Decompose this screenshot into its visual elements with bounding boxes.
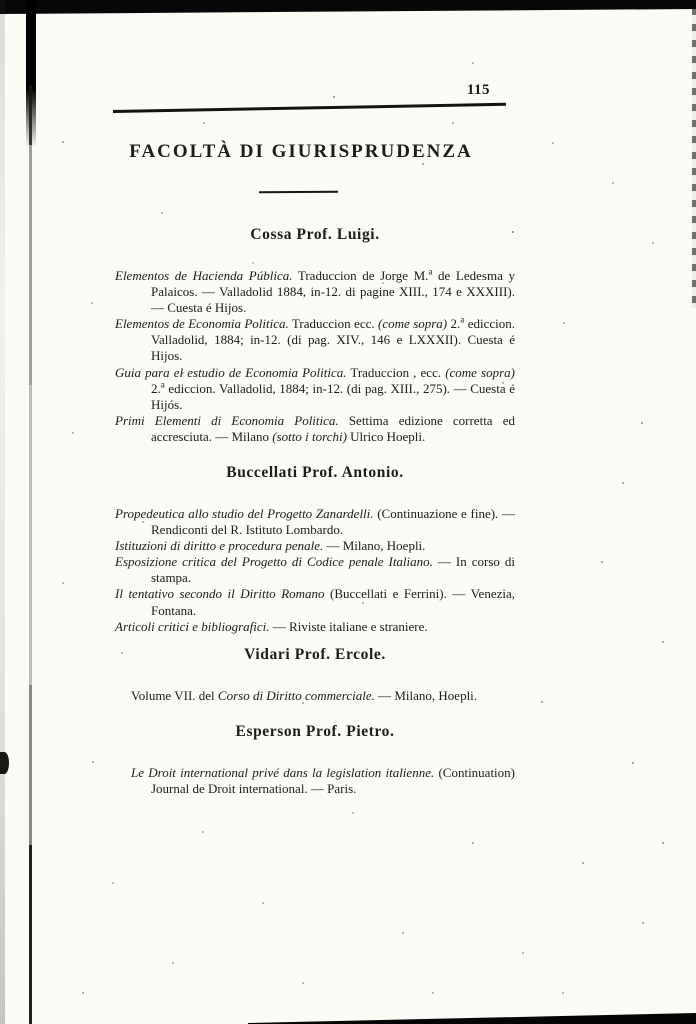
bibliography-entries [115, 506, 515, 635]
bibliography-entry [131, 688, 515, 704]
header-rule [113, 103, 506, 113]
entry-text: 2. [151, 380, 161, 396]
entry-text: de Ledesma y Palaicos. — Valladolid 1884, in-12. di pagine XIII., 174 e XXXIII). — Cuesta é Hijos. [151, 268, 515, 316]
title-divider [259, 191, 338, 194]
work-title: Articoli critici e bibliografici. [115, 618, 270, 634]
work-title: Le Droit international privé dans la legislation italienne. [131, 765, 435, 780]
entry-text: Traduccion de Jorge M. [292, 268, 429, 283]
work-title: Propedeutica allo studio del Progetto Zanardelli. [115, 506, 374, 521]
scan-right-edge-marks [692, 8, 696, 308]
bibliography-entry [115, 413, 515, 445]
entry-text: (Buccellati e Ferrini). — Venezia, Fontana. [151, 586, 515, 618]
bibliography-entry [115, 268, 515, 316]
entry-text: — Riviste italiane e straniere. [269, 618, 428, 634]
bibliography-entries [115, 765, 515, 797]
scan-left-notch [0, 752, 9, 774]
section-buccellati [115, 463, 515, 635]
section-vidari [115, 645, 515, 704]
bibliography-entries [115, 268, 515, 445]
entry-text: — Milano, Hoepli. [374, 688, 478, 703]
professor-heading: Vidari Prof. Ercole. [244, 646, 386, 663]
work-title: Il tentativo secondo il Diritto Romano [115, 586, 325, 602]
scan-top-edge [0, 0, 696, 20]
entry-text: — Milano, Hoepli. [323, 538, 426, 554]
section-cossa [115, 225, 515, 445]
bibliography-entry [115, 365, 515, 413]
entry-text: a [460, 314, 465, 325]
work-title: Elementos de Hacienda Pública. [115, 268, 293, 283]
entry-text: Settima edizione corretta ed accresciuta. — Milano [151, 412, 515, 444]
work-title: Primi Elementi di Economia Politica. [115, 412, 339, 428]
bibliography-entries [115, 688, 515, 704]
work-title: (come sopra) [378, 316, 448, 332]
entry-text: Traduccion ecc. [288, 316, 379, 332]
entry-text: ediccion. Valladolid, 1884; in-12. (di pag. XIV., 146 e LXXXII). Cuesta é Hijos. [151, 316, 515, 364]
work-title: (come sopra) [445, 364, 515, 380]
entry-text: ediccion. Valladolid, 1884; in-12. (di pag. XIII., 275). — Cuesta é Hijós. [151, 380, 515, 412]
entry-text: a [428, 266, 433, 277]
work-title: Guia para el estudio de Economia Politica. [115, 364, 347, 380]
scan-speckles [0, 0, 2, 2]
bibliography-entry [115, 506, 515, 538]
bibliography-entry [115, 316, 515, 364]
work-title: Corso di Diritto commerciale. [217, 688, 375, 703]
work-title: Elementos de Economia Politica. [115, 316, 289, 332]
bibliography-entry [131, 765, 515, 797]
scan-binding-line [29, 85, 32, 1024]
work-title: (sotto i torchi) [272, 428, 347, 444]
entry-text: Ulrico Hoepli. [346, 428, 426, 444]
work-title: Istituzioni di diritto e procedura penale. [115, 538, 324, 554]
scan-left-edge [0, 0, 5, 1024]
entry-text: Volume VII. del [131, 688, 218, 703]
bibliography-entry [115, 538, 515, 554]
scan-bottom-edge [248, 1013, 696, 1024]
professor-heading: Cossa Prof. Luigi. [250, 226, 380, 243]
entry-text: (Continuation) Journal de Droit international. — Paris. [151, 765, 515, 797]
work-title: Esposizione critica del Progetto di Codice penale Italiano. [115, 554, 433, 570]
entry-text: — In corso di stampa. [151, 554, 515, 586]
professor-heading: Buccellati Prof. Antonio. [226, 464, 404, 481]
bibliography-entry [115, 554, 515, 586]
faculty-title: FACOLTÀ DI GIURISPRUDENZA [129, 141, 473, 162]
bibliography-entry [115, 619, 515, 635]
section-esperson [115, 722, 515, 797]
entry-text: a [160, 379, 165, 390]
professor-heading: Esperson Prof. Pietro. [235, 723, 395, 740]
entry-text: (Continuazione e fine). — Rendiconti del R. Istituto Lombardo. [151, 506, 515, 538]
page-number: 115 [466, 82, 490, 98]
bibliography-entry [115, 586, 515, 618]
entry-text: 2. [447, 316, 461, 332]
entry-text: Traduccion , ecc. [346, 364, 446, 380]
